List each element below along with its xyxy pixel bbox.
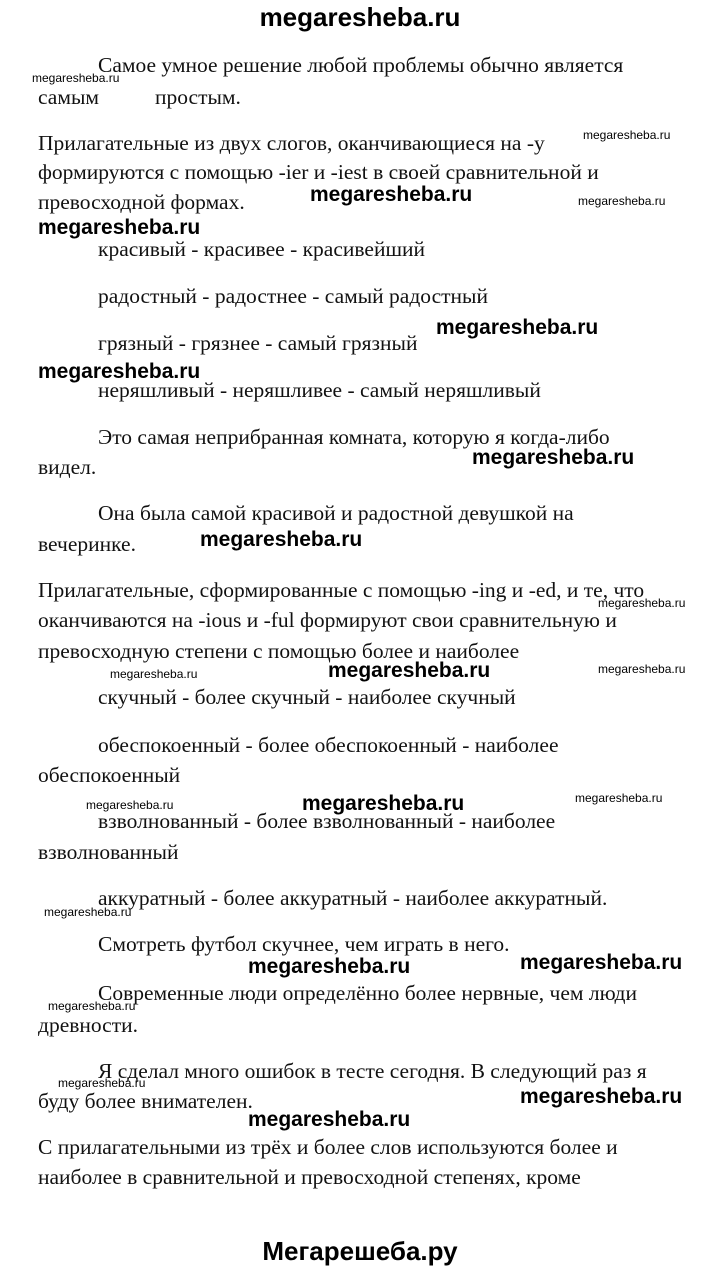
text-line: древности. — [38, 1013, 138, 1037]
text-line: буду более внимателен. — [38, 1089, 253, 1113]
text-line: неряшливый - неряшливее - самый неряшливый — [98, 378, 541, 402]
watermark: megaresheba.ru — [583, 128, 671, 142]
text-line: обеспокоенный - более обеспокоенный - наиболее — [98, 733, 559, 757]
text-line: видел. — [38, 455, 97, 479]
watermark: megaresheba.ru — [578, 194, 666, 208]
text-line: вечеринке. — [38, 532, 136, 556]
watermark: megaresheba.ru — [328, 659, 491, 682]
text-line: аккуратный - более аккуратный - наиболее аккуратный. — [98, 886, 608, 910]
watermark: megaresheba.ru — [58, 1076, 146, 1090]
text-line: превосходную степени с помощью более и наиболее — [38, 639, 520, 663]
watermark: megaresheba.ru — [48, 999, 136, 1013]
watermark: megaresheba.ru — [310, 183, 473, 206]
watermark: megaresheba.ru — [302, 792, 465, 815]
watermark: megaresheba.ru — [38, 216, 201, 239]
text-line: наиболее в сравнительной и превосходной степенях, кроме — [38, 1165, 581, 1189]
text-line: скучный - более скучный - наиболее скучный — [98, 685, 516, 709]
text-line: Самое умное решение любой проблемы обычно является — [98, 53, 624, 77]
text-line: Прилагательные из двух слогов, оканчивающиеся на -y — [38, 131, 545, 155]
watermark: megaresheba.ru — [575, 791, 663, 805]
text-line: обеспокоенный — [38, 763, 181, 787]
watermark: megaresheba.ru — [520, 951, 683, 974]
text-line: Смотреть футбол скучнее, чем играть в него. — [98, 932, 510, 956]
site-header: megaresheba.ru — [259, 2, 461, 32]
watermark: megaresheba.ru — [44, 905, 132, 919]
text-line: С прилагательными из трёх и более слов используются более и — [38, 1135, 618, 1159]
text-line: радостный - радостнее - самый радостный — [98, 284, 488, 308]
text-line: простым. — [155, 85, 241, 109]
text-line: Прилагательные, сформированные с помощью -ing и -ed, и те, что — [38, 578, 645, 602]
watermark: megaresheba.ru — [598, 596, 686, 610]
text-line: оканчиваются на -ious и -ful формируют свои сравнительную и — [38, 608, 617, 632]
watermark: megaresheba.ru — [38, 360, 201, 383]
text-line: Современные люди определённо более нервные, чем люди — [98, 981, 638, 1005]
text-line: формируются с помощью -ier и -iest в своей сравнительной и — [38, 160, 599, 184]
text-line: Я сделал много ошибок в тесте сегодня. В следующий раз я — [98, 1059, 647, 1083]
text-line: грязный - грязнее - самый грязный — [98, 331, 418, 355]
watermark: megaresheba.ru — [436, 316, 599, 339]
watermark: megaresheba.ru — [248, 1108, 411, 1131]
watermark: megaresheba.ru — [248, 955, 411, 978]
watermark: megaresheba.ru — [32, 71, 120, 85]
text-line: Это самая неприбранная комната, которую я когда-либо — [98, 425, 610, 449]
watermark: megaresheba.ru — [598, 662, 686, 676]
text-line: Она была самой красивой и радостной девушкой на — [98, 501, 574, 525]
watermark: megaresheba.ru — [110, 667, 198, 681]
text-line: взволнованный — [38, 840, 179, 864]
text-line: самым — [38, 85, 100, 109]
text-line: красивый - красивее - красивейший — [98, 237, 426, 261]
text-line: превосходной формах. — [38, 190, 245, 214]
watermark: megaresheba.ru — [200, 528, 363, 551]
watermark: megaresheba.ru — [520, 1085, 683, 1108]
watermark: megaresheba.ru — [86, 798, 174, 812]
site-footer: Мегарешеба.ру — [262, 1236, 458, 1266]
watermark: megaresheba.ru — [472, 446, 635, 469]
text-line: взволнованный - более взволнованный - наиболее — [98, 809, 556, 833]
